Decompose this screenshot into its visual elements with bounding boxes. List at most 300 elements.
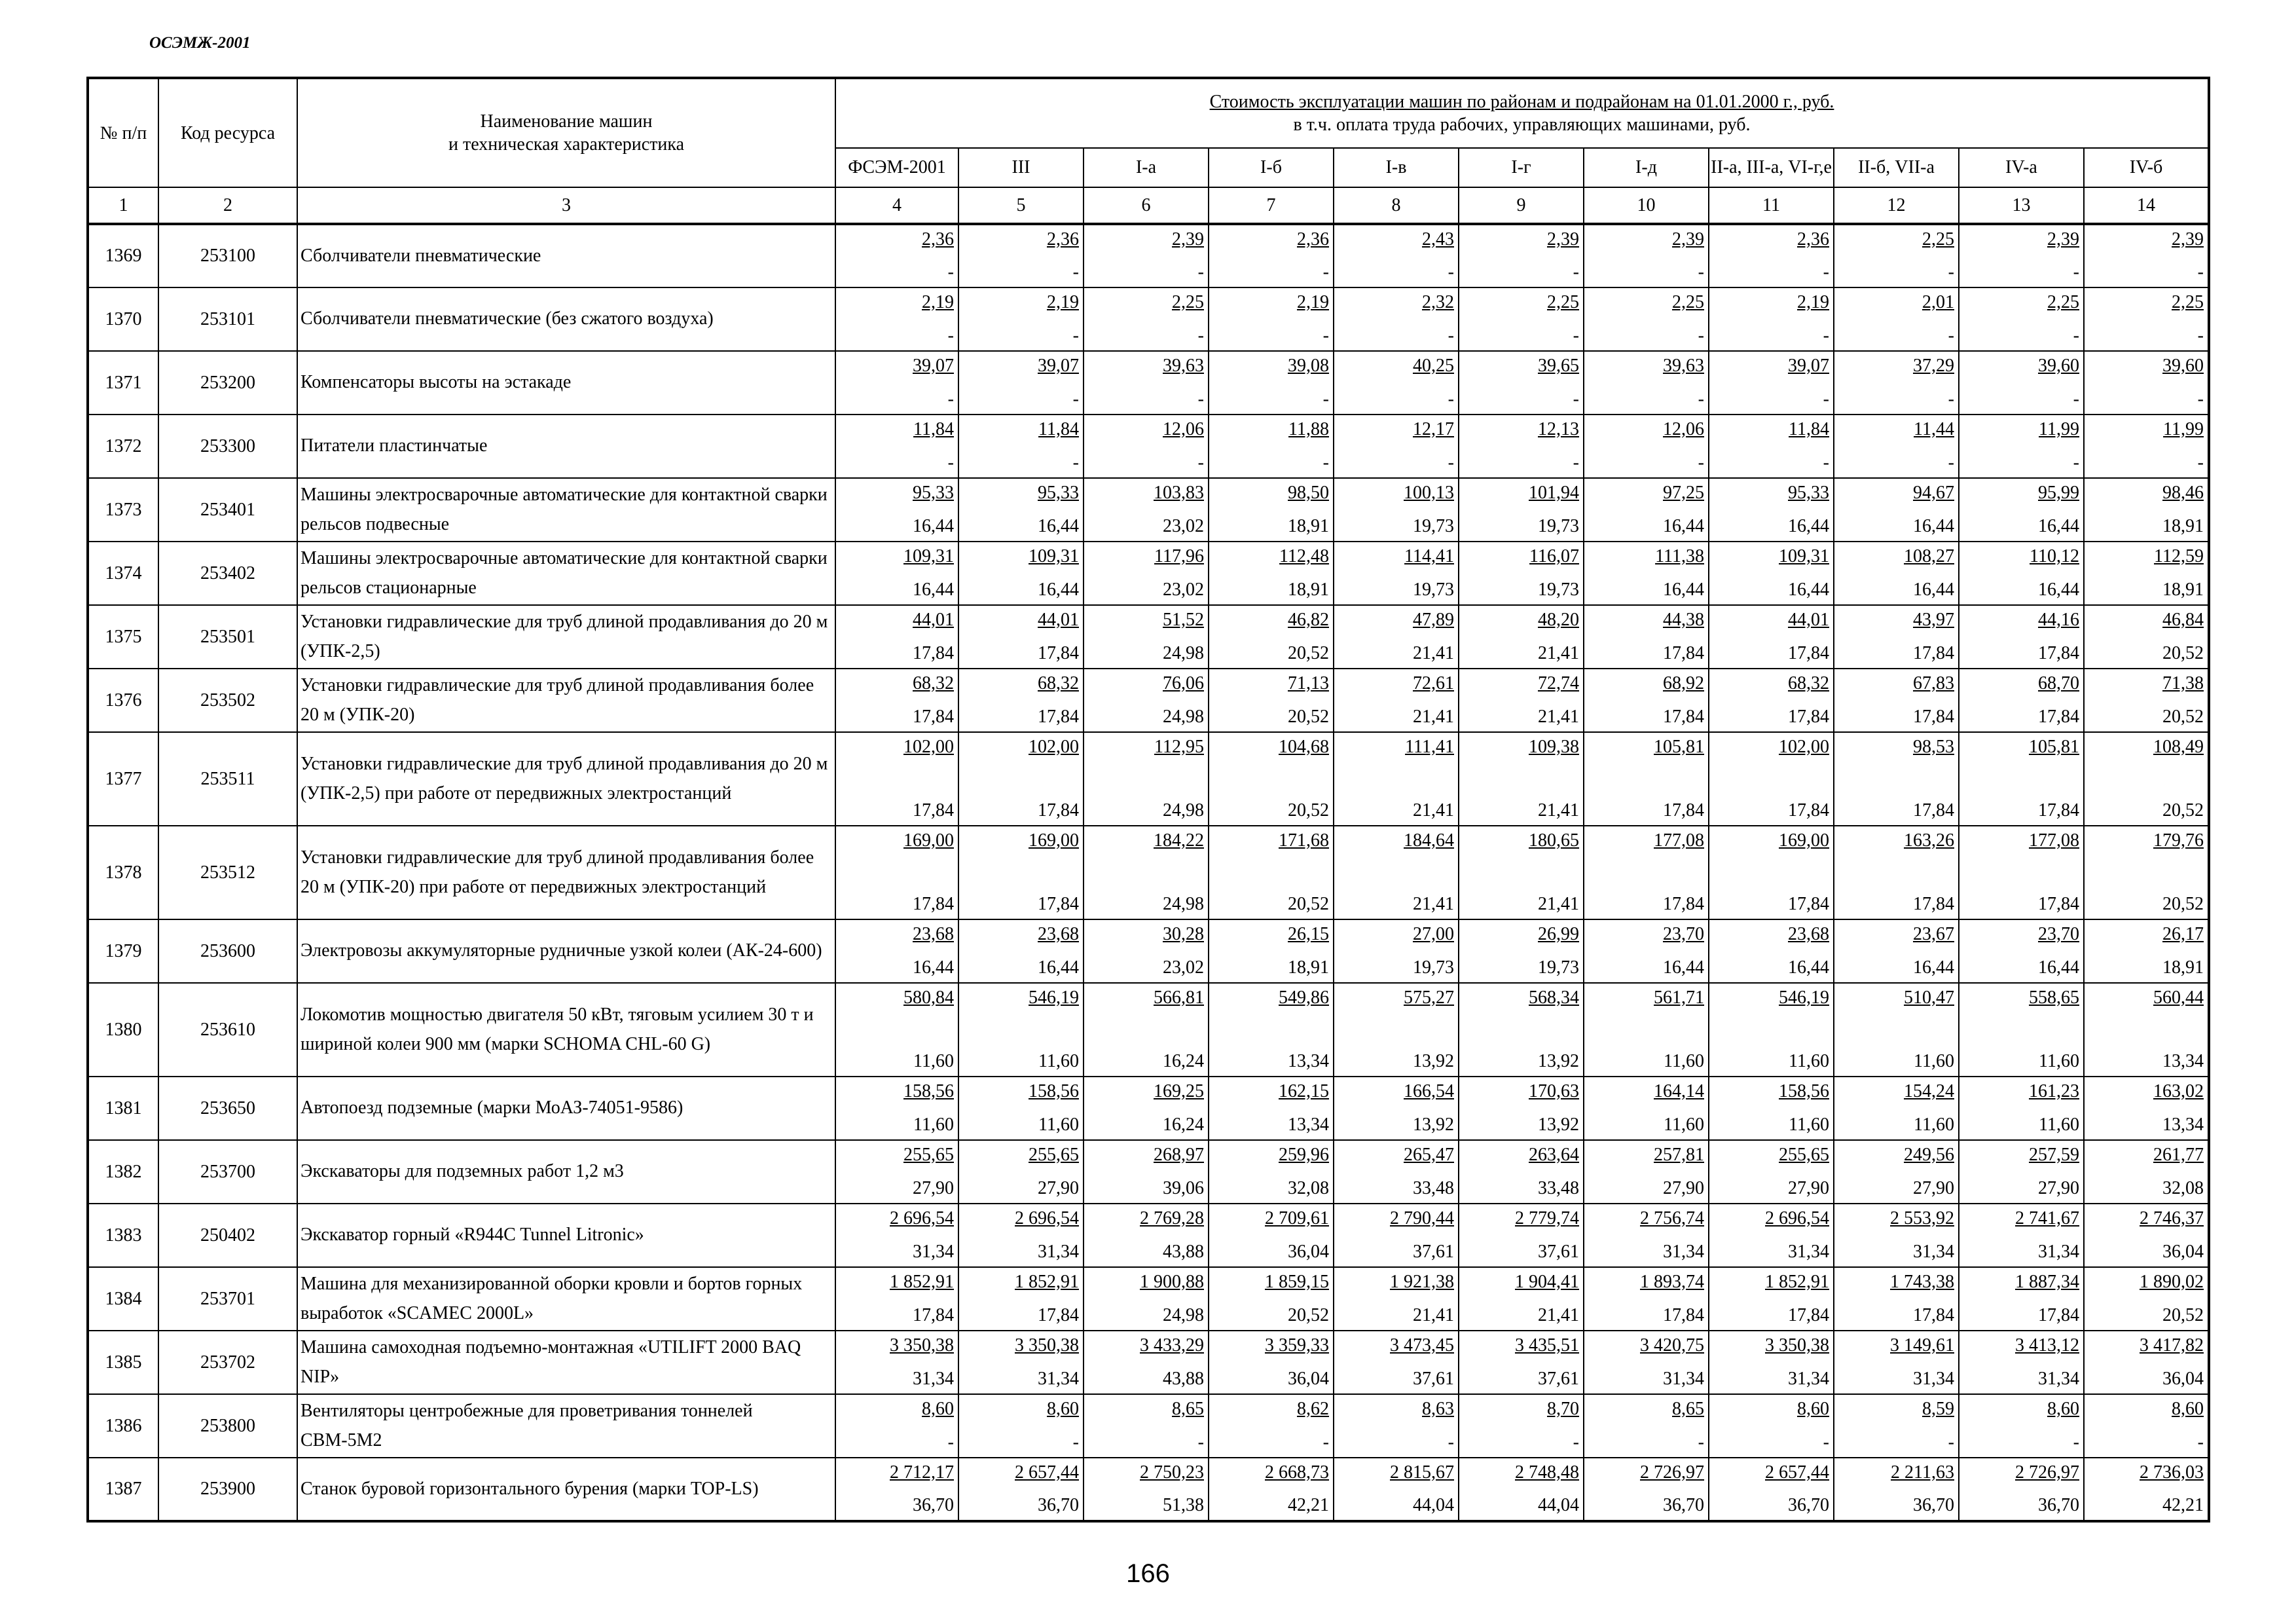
- column-number: 13: [1959, 187, 2084, 224]
- labor-cost-value: 24,98: [1163, 800, 1204, 821]
- labor-cost-value: -: [1698, 452, 1704, 473]
- labor-cost-value: -: [1197, 325, 1204, 346]
- cost-cell: [2084, 287, 2209, 351]
- cost-cell: [1209, 1331, 1334, 1394]
- cost-cell: [1584, 983, 1709, 1077]
- cost-cell: [1459, 478, 1584, 542]
- labor-cost-value: 36,04: [1288, 1242, 1329, 1262]
- cost-cell: [1709, 1458, 1834, 1521]
- cost-value: 171,68: [1279, 830, 1329, 851]
- cost-value: 40,25: [1413, 356, 1454, 376]
- cost-cell: [1084, 1267, 1209, 1331]
- table-row: [88, 983, 2209, 1077]
- cost-cell: [2084, 1394, 2209, 1458]
- cost-value: 39,63: [1163, 356, 1204, 376]
- labor-cost-value: 42,21: [1288, 1495, 1329, 1515]
- cost-value: 1 893,74: [1640, 1272, 1704, 1292]
- cost-value: 2 712,17: [890, 1462, 954, 1483]
- labor-cost-value: 31,34: [1038, 1242, 1079, 1262]
- labor-cost-value: 36,04: [2162, 1369, 2204, 1389]
- cost-value: 23,70: [2038, 924, 2079, 944]
- labor-cost-value: 36,70: [1663, 1495, 1704, 1515]
- cost-cell: [1209, 669, 1334, 732]
- column-number: 7: [1209, 187, 1334, 224]
- cost-cell: [958, 732, 1084, 826]
- labor-cost-value: 17,84: [913, 800, 954, 821]
- header-name-line1: Наименование машин: [480, 111, 653, 132]
- cost-cell: [1459, 983, 1584, 1077]
- cost-cell: [835, 1331, 958, 1394]
- header-cost-line1: Стоимость эксплуатации машин по районам и подрайонам на 01.01.2000 г., руб.: [1209, 92, 1834, 112]
- cost-value: 98,50: [1288, 483, 1329, 503]
- labor-cost-value: 16,44: [2038, 516, 2079, 536]
- cost-cell: [1834, 1267, 1959, 1331]
- cost-value: 114,41: [1404, 546, 1454, 566]
- labor-cost-value: 20,52: [1288, 1305, 1329, 1325]
- cost-cell: [1459, 1204, 1584, 1267]
- cost-cell: [1209, 224, 1334, 287]
- cost-cell: [2084, 983, 2209, 1077]
- labor-cost-value: 16,44: [1913, 957, 1954, 978]
- labor-cost-value: 17,84: [913, 643, 954, 663]
- labor-cost-value: 16,44: [1663, 516, 1704, 536]
- cost-value: 95,33: [1788, 483, 1829, 503]
- row-number: 1380: [88, 983, 158, 1077]
- labor-cost-value: 27,90: [1788, 1178, 1829, 1198]
- resource-code: 253700: [158, 1140, 297, 1204]
- cost-value: 39,08: [1288, 356, 1329, 376]
- labor-cost-value: -: [1573, 389, 1579, 409]
- cost-cell: [835, 224, 958, 287]
- cost-value: 2,32: [1422, 292, 1454, 312]
- cost-cell: [1959, 1267, 2084, 1331]
- cost-value: 177,08: [1654, 830, 1704, 851]
- labor-cost-value: 44,04: [1538, 1495, 1579, 1515]
- labor-cost-value: 21,41: [1538, 894, 1579, 914]
- cost-value: 2,25: [2047, 292, 2079, 312]
- cost-value: 1 921,38: [1390, 1272, 1454, 1292]
- cost-value: 163,02: [2153, 1081, 2204, 1101]
- labor-cost-value: 27,90: [913, 1178, 954, 1198]
- labor-cost-value: 16,44: [913, 516, 954, 536]
- cost-value: 108,49: [2153, 737, 2204, 757]
- labor-cost-value: 11,60: [1038, 1115, 1079, 1135]
- labor-cost-value: -: [1823, 1432, 1829, 1452]
- cost-value: 2,36: [922, 229, 954, 249]
- cost-cell: [2084, 1267, 2209, 1331]
- cost-cell: [1334, 1331, 1459, 1394]
- labor-cost-value: 17,84: [1663, 643, 1704, 663]
- labor-cost-value: 17,84: [913, 707, 954, 727]
- cost-value: 44,01: [1038, 610, 1079, 630]
- header-name: [297, 78, 835, 187]
- cost-cell: [1709, 919, 1834, 983]
- machine-name: Машина для механизированной оборки кровли и бортов горных выработок «SCAMEC 2000L»: [297, 1267, 835, 1331]
- labor-cost-value: 13,92: [1413, 1051, 1454, 1071]
- cost-value: 23,68: [913, 924, 954, 944]
- cost-value: 11,44: [1914, 419, 1954, 439]
- cost-value: 164,14: [1654, 1081, 1704, 1101]
- column-number: 4: [835, 187, 958, 224]
- cost-cell: [1584, 732, 1709, 826]
- cost-cell: [1334, 478, 1459, 542]
- cost-cell: [1334, 669, 1459, 732]
- cost-value: 8,60: [2047, 1399, 2079, 1419]
- labor-cost-value: -: [1823, 389, 1829, 409]
- cost-cell: [1334, 415, 1459, 478]
- cost-value: 44,01: [913, 610, 954, 630]
- cost-cell: [1209, 919, 1334, 983]
- cost-cell: [835, 919, 958, 983]
- labor-cost-value: 11,60: [1914, 1115, 1954, 1135]
- cost-cell: [958, 1331, 1084, 1394]
- cost-cell: [1959, 983, 2084, 1077]
- resource-code: 253800: [158, 1394, 297, 1458]
- cost-value: 67,83: [1913, 673, 1954, 693]
- cost-cell: [1834, 1204, 1959, 1267]
- cost-cell: [1834, 983, 1959, 1077]
- labor-cost-value: 11,60: [1914, 1051, 1954, 1071]
- cost-value: 104,68: [1279, 737, 1329, 757]
- cost-value: 102,00: [1779, 737, 1829, 757]
- machine-name: Экскаватор горный «R944C Tunnel Litronic»: [297, 1204, 835, 1267]
- cost-value: 2,25: [1547, 292, 1579, 312]
- resource-code: 253701: [158, 1267, 297, 1331]
- labor-cost-value: 36,04: [2162, 1242, 2204, 1262]
- table-row: [88, 351, 2209, 415]
- cost-value: 8,59: [1922, 1399, 1954, 1419]
- labor-cost-value: 17,84: [2038, 643, 2079, 663]
- cost-cell: [1959, 669, 2084, 732]
- labor-cost-value: -: [1072, 262, 1079, 282]
- cost-value: 166,54: [1404, 1081, 1454, 1101]
- region-header: IV-а: [1959, 148, 2084, 187]
- labor-cost-value: -: [1948, 452, 1954, 473]
- cost-cell: [1209, 542, 1334, 605]
- cost-cell: [2084, 605, 2209, 669]
- labor-cost-value: 31,34: [2038, 1242, 2079, 1262]
- header-name-line2: и техническая характеристика: [448, 134, 684, 155]
- cost-cell: [1959, 1140, 2084, 1204]
- cost-value: 180,65: [1529, 830, 1579, 851]
- table-row: [88, 669, 2209, 732]
- cost-value: 8,60: [1047, 1399, 1079, 1419]
- cost-value: 2,39: [2172, 229, 2204, 249]
- labor-cost-value: 19,73: [1538, 516, 1579, 536]
- cost-value: 11,88: [1288, 419, 1329, 439]
- labor-cost-value: 11,60: [1038, 1051, 1079, 1071]
- cost-cell: [1084, 542, 1209, 605]
- cost-cell: [1584, 669, 1709, 732]
- resource-code: 253512: [158, 826, 297, 919]
- cost-value: 12,17: [1413, 419, 1454, 439]
- table-row: [88, 826, 2209, 919]
- cost-cell: [2084, 826, 2209, 919]
- cost-value: 8,60: [2172, 1399, 2204, 1419]
- cost-table: [86, 77, 2210, 1522]
- labor-cost-value: 27,90: [1913, 1178, 1954, 1198]
- cost-cell: [1959, 1394, 2084, 1458]
- cost-value: 255,65: [903, 1145, 954, 1165]
- labor-cost-value: 44,04: [1413, 1495, 1454, 1515]
- labor-cost-value: 13,34: [1288, 1115, 1329, 1135]
- cost-cell: [1209, 1267, 1334, 1331]
- cost-value: 105,81: [2029, 737, 2079, 757]
- labor-cost-value: 17,84: [1788, 800, 1829, 821]
- cost-value: 2,01: [1922, 292, 1954, 312]
- column-number: 14: [2084, 187, 2209, 224]
- labor-cost-value: 16,44: [1038, 516, 1079, 536]
- labor-cost-value: -: [947, 325, 954, 346]
- cost-cell: [835, 605, 958, 669]
- resource-code: 253402: [158, 542, 297, 605]
- machine-name: Установки гидравлические для труб длиной продавливания более 20 м (УПК-20): [297, 669, 835, 732]
- cost-cell: [2084, 478, 2209, 542]
- cost-cell: [1209, 1077, 1334, 1140]
- labor-cost-value: -: [1823, 325, 1829, 346]
- cost-cell: [2084, 1204, 2209, 1267]
- cost-cell: [1084, 605, 1209, 669]
- labor-cost-value: -: [1448, 452, 1454, 473]
- cost-cell: [1209, 732, 1334, 826]
- cost-value: 2 709,61: [1265, 1208, 1329, 1228]
- cost-cell: [958, 1394, 1084, 1458]
- labor-cost-value: 11,60: [1789, 1051, 1829, 1071]
- labor-cost-value: 13,34: [2162, 1051, 2204, 1071]
- cost-value: 2 553,92: [1890, 1208, 1954, 1228]
- cost-cell: [1584, 1077, 1709, 1140]
- cost-cell: [1959, 826, 2084, 919]
- cost-value: 2,25: [1172, 292, 1204, 312]
- labor-cost-value: 21,41: [1538, 643, 1579, 663]
- table-row: [88, 1458, 2209, 1521]
- cost-cell: [1834, 415, 1959, 478]
- cost-cell: [1959, 1077, 2084, 1140]
- labor-cost-value: 21,41: [1538, 800, 1579, 821]
- row-number: 1377: [88, 732, 158, 826]
- cost-value: 103,83: [1154, 483, 1204, 503]
- cost-value: 2,19: [922, 292, 954, 312]
- cost-value: 112,95: [1154, 737, 1204, 757]
- labor-cost-value: 19,73: [1413, 516, 1454, 536]
- labor-cost-value: 13,92: [1538, 1115, 1579, 1135]
- labor-cost-value: -: [1948, 262, 1954, 282]
- labor-cost-value: -: [2073, 325, 2079, 346]
- labor-cost-value: 27,90: [1663, 1178, 1704, 1198]
- labor-cost-value: -: [1948, 1432, 1954, 1452]
- labor-cost-value: 37,61: [1538, 1369, 1579, 1389]
- resource-code: 253401: [158, 478, 297, 542]
- cost-value: 2 748,48: [1515, 1462, 1579, 1483]
- labor-cost-value: 16,44: [1788, 516, 1829, 536]
- cost-value: 68,32: [913, 673, 954, 693]
- labor-cost-value: 20,52: [1288, 800, 1329, 821]
- row-number: 1387: [88, 1458, 158, 1521]
- labor-cost-value: 11,60: [1789, 1115, 1829, 1135]
- labor-cost-value: -: [1322, 262, 1329, 282]
- labor-cost-value: 21,41: [1413, 894, 1454, 914]
- cost-cell: [1209, 983, 1334, 1077]
- cost-value: 68,32: [1038, 673, 1079, 693]
- cost-cell: [958, 605, 1084, 669]
- row-number: 1385: [88, 1331, 158, 1394]
- labor-cost-value: 31,34: [913, 1369, 954, 1389]
- cost-cell: [835, 351, 958, 415]
- cost-value: 2 815,67: [1390, 1462, 1454, 1483]
- machine-name: Экскаваторы для подземных работ 1,2 м3: [297, 1140, 835, 1204]
- labor-cost-value: 43,88: [1163, 1242, 1204, 1262]
- cost-cell: [835, 1204, 958, 1267]
- cost-value: 2,25: [1672, 292, 1704, 312]
- cost-value: 510,47: [1904, 987, 1954, 1008]
- cost-value: 169,00: [1779, 830, 1829, 851]
- column-number: 3: [297, 187, 835, 224]
- cost-value: 1 852,91: [1765, 1272, 1829, 1292]
- cost-value: 71,38: [2162, 673, 2204, 693]
- labor-cost-value: 31,34: [1913, 1369, 1954, 1389]
- cost-cell: [1584, 415, 1709, 478]
- labor-cost-value: 17,84: [1663, 707, 1704, 727]
- labor-cost-value: 18,91: [1288, 957, 1329, 978]
- labor-cost-value: -: [1322, 389, 1329, 409]
- table-row: [88, 542, 2209, 605]
- labor-cost-value: 31,34: [1788, 1242, 1829, 1262]
- table-row: [88, 224, 2209, 287]
- cost-value: 560,44: [2153, 987, 2204, 1008]
- labor-cost-value: 11,60: [913, 1051, 954, 1071]
- cost-value: 2,19: [1047, 292, 1079, 312]
- cost-value: 48,20: [1538, 610, 1579, 630]
- cost-value: 46,82: [1288, 610, 1329, 630]
- cost-value: 2 779,74: [1515, 1208, 1579, 1228]
- cost-value: 1 900,88: [1140, 1272, 1204, 1292]
- column-number: 11: [1709, 187, 1834, 224]
- cost-value: 2 756,74: [1640, 1208, 1704, 1228]
- cost-cell: [1709, 1140, 1834, 1204]
- cost-value: 558,65: [2029, 987, 2079, 1008]
- cost-value: 105,81: [1654, 737, 1704, 757]
- labor-cost-value: 27,90: [1038, 1178, 1079, 1198]
- labor-cost-value: 16,44: [2038, 957, 2079, 978]
- labor-cost-value: -: [1448, 262, 1454, 282]
- cost-value: 8,60: [1797, 1399, 1829, 1419]
- labor-cost-value: 31,34: [1663, 1369, 1704, 1389]
- machine-name: Машины электросварочные автоматические для контактной сварки рельсов стационарные: [297, 542, 835, 605]
- labor-cost-value: -: [947, 1432, 954, 1452]
- cost-cell: [835, 732, 958, 826]
- row-number: 1386: [88, 1394, 158, 1458]
- page-number: 166: [1126, 1559, 1170, 1588]
- cost-cell: [1209, 415, 1334, 478]
- labor-cost-value: -: [1573, 452, 1579, 473]
- cost-cell: [1459, 826, 1584, 919]
- cost-value: 161,23: [2029, 1081, 2079, 1101]
- machine-name: Сболчиватели пневматические (без сжатого воздуха): [297, 287, 835, 351]
- cost-cell: [1584, 1204, 1709, 1267]
- labor-cost-value: 16,24: [1163, 1115, 1204, 1135]
- region-header: ФСЭМ-2001: [835, 148, 958, 187]
- cost-value: 2 726,97: [2015, 1462, 2079, 1483]
- labor-cost-value: 20,52: [2162, 800, 2204, 821]
- table-row: [88, 732, 2209, 826]
- cost-value: 8,65: [1172, 1399, 1204, 1419]
- row-number: 1373: [88, 478, 158, 542]
- cost-cell: [1709, 1394, 1834, 1458]
- cost-value: 2 769,28: [1140, 1208, 1204, 1228]
- labor-cost-value: 18,91: [2162, 957, 2204, 978]
- cost-cell: [1834, 478, 1959, 542]
- cost-cell: [2084, 1458, 2209, 1521]
- labor-cost-value: 23,02: [1163, 580, 1204, 600]
- cost-value: 39,07: [1038, 356, 1079, 376]
- cost-cell: [1959, 1331, 2084, 1394]
- cost-value: 26,99: [1538, 924, 1579, 944]
- column-number: 1: [88, 187, 158, 224]
- cost-cell: [1334, 1267, 1459, 1331]
- cost-value: 255,65: [1779, 1145, 1829, 1165]
- labor-cost-value: 11,60: [1664, 1115, 1704, 1135]
- cost-value: 158,56: [1029, 1081, 1079, 1101]
- cost-cell: [1084, 224, 1209, 287]
- labor-cost-value: -: [947, 262, 954, 282]
- cost-cell: [1209, 1458, 1334, 1521]
- cost-cell: [1709, 1204, 1834, 1267]
- cost-cell: [835, 542, 958, 605]
- cost-cell: [1334, 826, 1459, 919]
- cost-cell: [1334, 1077, 1459, 1140]
- cost-value: 3 417,82: [2140, 1335, 2204, 1356]
- cost-cell: [958, 351, 1084, 415]
- region-header: I-г: [1459, 148, 1584, 187]
- cost-cell: [1584, 826, 1709, 919]
- cost-value: 2 657,44: [1765, 1462, 1829, 1483]
- labor-cost-value: -: [1823, 262, 1829, 282]
- cost-value: 1 852,91: [1015, 1272, 1079, 1292]
- cost-value: 154,24: [1904, 1081, 1954, 1101]
- cost-value: 23,70: [1663, 924, 1704, 944]
- cost-value: 177,08: [2029, 830, 2079, 851]
- row-number: 1371: [88, 351, 158, 415]
- machine-name: Локомотив мощностью двигателя 50 кВт, тяговым усилием 30 т и шириной колеи 900 мм (марки SCHOMA CHL-60 G): [297, 983, 835, 1077]
- cost-cell: [1459, 1331, 1584, 1394]
- labor-cost-value: -: [1698, 1432, 1704, 1452]
- cost-cell: [1459, 287, 1584, 351]
- labor-cost-value: 11,60: [2039, 1115, 2079, 1135]
- machine-name: Установки гидравлические для труб длиной продавливания до 20 м (УПК-2,5) при работе от передвижных электростанций: [297, 732, 835, 826]
- machine-name: Установки гидравлические для труб длиной продавливания более 20 м (УПК-20) при работе от передвижных электростанций: [297, 826, 835, 919]
- cost-value: 2,39: [1547, 229, 1579, 249]
- labor-cost-value: 16,44: [1913, 516, 1954, 536]
- cost-cell: [1709, 1267, 1834, 1331]
- cost-cell: [835, 287, 958, 351]
- cost-cell: [1709, 826, 1834, 919]
- cost-cell: [1334, 542, 1459, 605]
- table-row: [88, 1394, 2209, 1458]
- cost-cell: [1584, 1394, 1709, 1458]
- cost-value: 98,53: [1913, 737, 1954, 757]
- cost-cell: [1459, 542, 1584, 605]
- resource-code: 253200: [158, 351, 297, 415]
- cost-cell: [1584, 542, 1709, 605]
- cost-cell: [1459, 732, 1584, 826]
- machine-name: Вентиляторы центробежные для проветривания тоннелей СВМ-5М2: [297, 1394, 835, 1458]
- cost-value: 3 435,51: [1515, 1335, 1579, 1356]
- cost-value: 261,77: [2153, 1145, 2204, 1165]
- header-cost-line2: в т.ч. оплата труда рабочих, управляющих машинами, руб.: [1293, 115, 1751, 135]
- cost-cell: [1084, 287, 1209, 351]
- cost-cell: [835, 1140, 958, 1204]
- cost-value: 1 743,38: [1890, 1272, 1954, 1292]
